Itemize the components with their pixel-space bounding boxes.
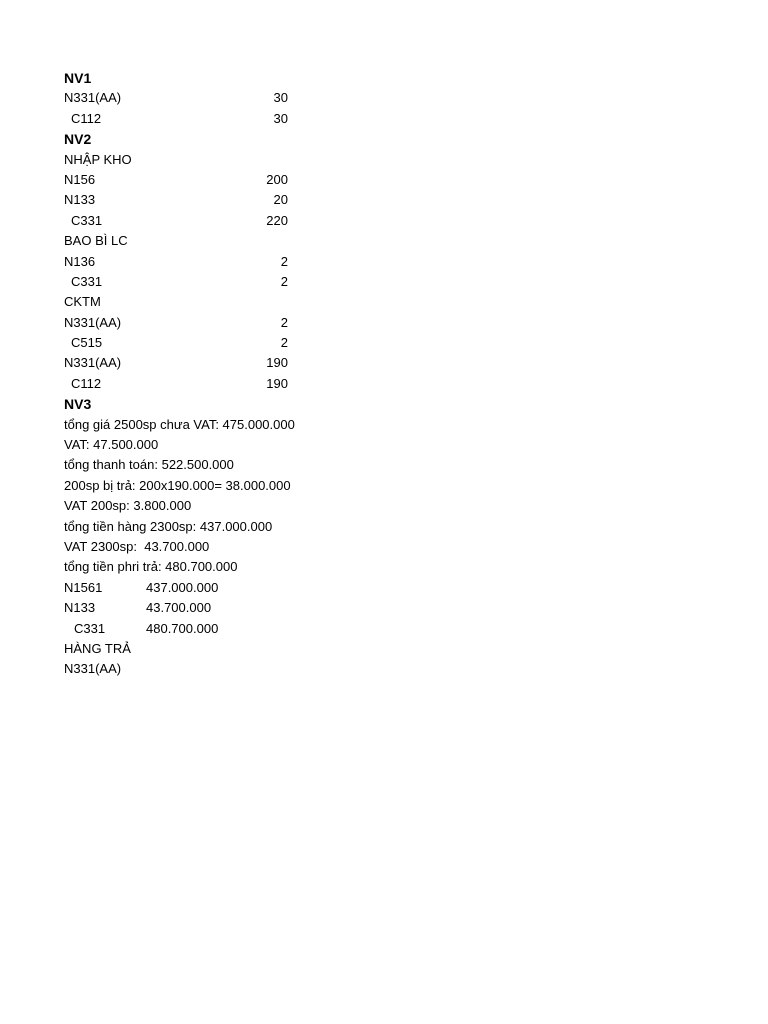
note-text: tổng thanh toán: 522.500.000 <box>64 457 234 473</box>
cell-text: HÀNG TRẢ <box>64 640 131 656</box>
entry-row <box>64 190 704 210</box>
entry-row <box>64 333 704 353</box>
account-cell: C515 <box>71 335 103 351</box>
entry-row <box>64 353 704 373</box>
account-cell: C331 <box>71 273 103 289</box>
entry-row <box>64 598 704 618</box>
account-cell: N1561 <box>64 579 103 595</box>
note-row <box>64 557 704 577</box>
value-cell: 480.700.000 <box>146 620 219 636</box>
amount-cell: 20 <box>273 192 288 208</box>
section-title-nv3 <box>64 394 704 414</box>
value-cell: 437.000.000 <box>146 579 219 595</box>
section-title-nv2 <box>64 129 704 149</box>
note-text: tổng tiền hàng 2300sp: 437.000.000 <box>64 518 273 534</box>
note-text: VAT 2300sp: 43.700.000 <box>64 538 210 554</box>
entry-row <box>64 313 704 333</box>
spreadsheet-content <box>64 68 704 680</box>
cell-text: NV3 <box>64 396 92 413</box>
entry-row <box>64 170 704 190</box>
account-cell: C112 <box>71 110 102 126</box>
amount-cell: 220 <box>266 212 288 228</box>
account-cell: C331 <box>71 212 103 228</box>
note-row <box>64 476 704 496</box>
cell-text: CKTM <box>64 294 101 310</box>
entry-row <box>64 252 704 272</box>
note-text: tổng tiền phri trả: 480.700.000 <box>64 559 238 575</box>
amount-cell: 2 <box>280 253 288 269</box>
value-cell: 43.700.000 <box>146 600 212 616</box>
amount-cell: 30 <box>273 90 288 106</box>
note-text: VAT: 47.500.000 <box>64 437 159 453</box>
entry-row <box>64 211 704 231</box>
note-text: VAT 200sp: 3.800.000 <box>64 498 192 514</box>
amount-cell: 190 <box>266 355 288 371</box>
amount-cell: 200 <box>266 171 288 187</box>
entry-row <box>64 272 704 292</box>
account-cell: N133 <box>64 192 96 208</box>
amount-cell: 30 <box>273 110 288 126</box>
cell-text: NV1 <box>64 70 92 86</box>
note-row <box>64 415 704 435</box>
note-row <box>64 537 704 557</box>
account-cell: N331(AA) <box>64 661 122 677</box>
note-row <box>64 435 704 455</box>
subsection-label <box>64 639 704 659</box>
amount-cell: 2 <box>280 314 288 330</box>
entry-row <box>64 578 704 598</box>
account-cell: N331(AA) <box>64 90 122 106</box>
note-row <box>64 517 704 537</box>
cell-text: BAO BÌ LC <box>64 233 128 249</box>
entry-row <box>64 88 704 108</box>
cell-text: NHẬP KHO <box>64 151 132 167</box>
account-cell: N136 <box>64 253 96 269</box>
subsection-label <box>64 292 704 312</box>
entry-row <box>64 659 704 679</box>
note-text: tổng giá 2500sp chưa VAT: 475.000.000 <box>64 416 295 432</box>
note-row <box>64 496 704 516</box>
subsection-label <box>64 150 704 170</box>
account-cell: N156 <box>64 171 96 187</box>
subsection-label <box>64 231 704 251</box>
note-row <box>64 455 704 475</box>
cell-text: NV2 <box>64 131 92 148</box>
account-cell: N133 <box>64 600 96 616</box>
note-text: 200sp bị trả: 200x190.000= 38.000.000 <box>64 477 291 493</box>
entry-row <box>64 619 704 639</box>
entry-row <box>64 109 704 129</box>
amount-cell: 190 <box>266 375 288 391</box>
amount-cell: 2 <box>280 335 288 351</box>
entry-row <box>64 374 704 394</box>
account-cell: N331(AA) <box>64 355 122 371</box>
section-title-nv1 <box>64 68 704 88</box>
amount-cell: 2 <box>280 273 288 289</box>
account-cell: N331(AA) <box>64 314 122 330</box>
account-cell: C112 <box>71 375 102 391</box>
account-cell: C331 <box>74 620 106 636</box>
